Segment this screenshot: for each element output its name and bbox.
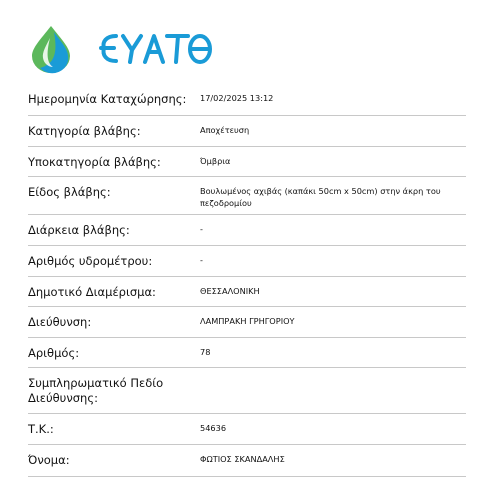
field-label: Διεύθυνση:: [28, 315, 92, 329]
field-value: Όμβρια: [200, 156, 231, 166]
field-value: ΛΑΜΠΡΑΚΗ ΓΡΗΓΟΡΙΟΥ: [200, 316, 295, 326]
field-label: Αριθμός:: [28, 346, 80, 360]
field-row-fault-category: [28, 116, 466, 147]
field-row-fault-subcategory: [28, 147, 466, 177]
field-label: Συμπληρωματικό Πεδίο Διεύθυνσης:: [28, 376, 164, 405]
field-label: Ημερομηνία Καταχώρησης:: [28, 92, 187, 106]
field-value: ΘΕΣΣΑΛΟΝΙΚΗ: [200, 286, 260, 296]
field-label: Διάρκεια βλάβης:: [28, 223, 130, 237]
field-value: -: [200, 224, 203, 234]
field-label: Είδος βλάβης:: [28, 185, 111, 199]
field-row-postal-code: [28, 414, 466, 445]
field-row-street-number: [28, 338, 466, 368]
field-label: Κατηγορία βλάβης:: [28, 124, 141, 138]
field-row-registration-date: [28, 84, 466, 116]
field-label: Τ.Κ.:: [28, 422, 54, 436]
field-row-water-meter-number: [28, 246, 466, 277]
water-drop-logo-icon: [28, 24, 74, 74]
field-value: 78: [200, 347, 211, 357]
field-value: 17/02/2025 13:12: [200, 93, 274, 103]
field-row-municipal-district: [28, 277, 466, 307]
field-value: Βουλωμένος αχιβάς (καπάκι 50cm x 50cm) στην άκρη του πεζοδρομίου: [200, 186, 441, 208]
field-row-address-supplement: [28, 368, 466, 414]
field-value: ΦΩΤΙΟΣ ΣΚΑΝΔΑΛΗΣ: [200, 454, 285, 464]
field-row-name: [28, 445, 466, 477]
header: [28, 24, 448, 74]
eyath-logo: [96, 28, 216, 68]
field-label: Όνομα:: [28, 453, 70, 467]
field-row-fault-duration: [28, 215, 466, 246]
fault-details-table: [28, 84, 466, 477]
field-value: [200, 376, 466, 377]
field-label: Αριθμός υδρομέτρου:: [28, 254, 153, 268]
field-value: Αποχέτευση: [200, 125, 250, 135]
field-label: Δημοτικό Διαμέρισμα:: [28, 285, 156, 299]
field-row-address: [28, 307, 466, 338]
field-label: Υποκατηγορία βλάβης:: [28, 155, 161, 169]
field-value: -: [200, 255, 203, 265]
field-row-fault-type: [28, 177, 466, 215]
field-value: 54636: [200, 423, 227, 433]
